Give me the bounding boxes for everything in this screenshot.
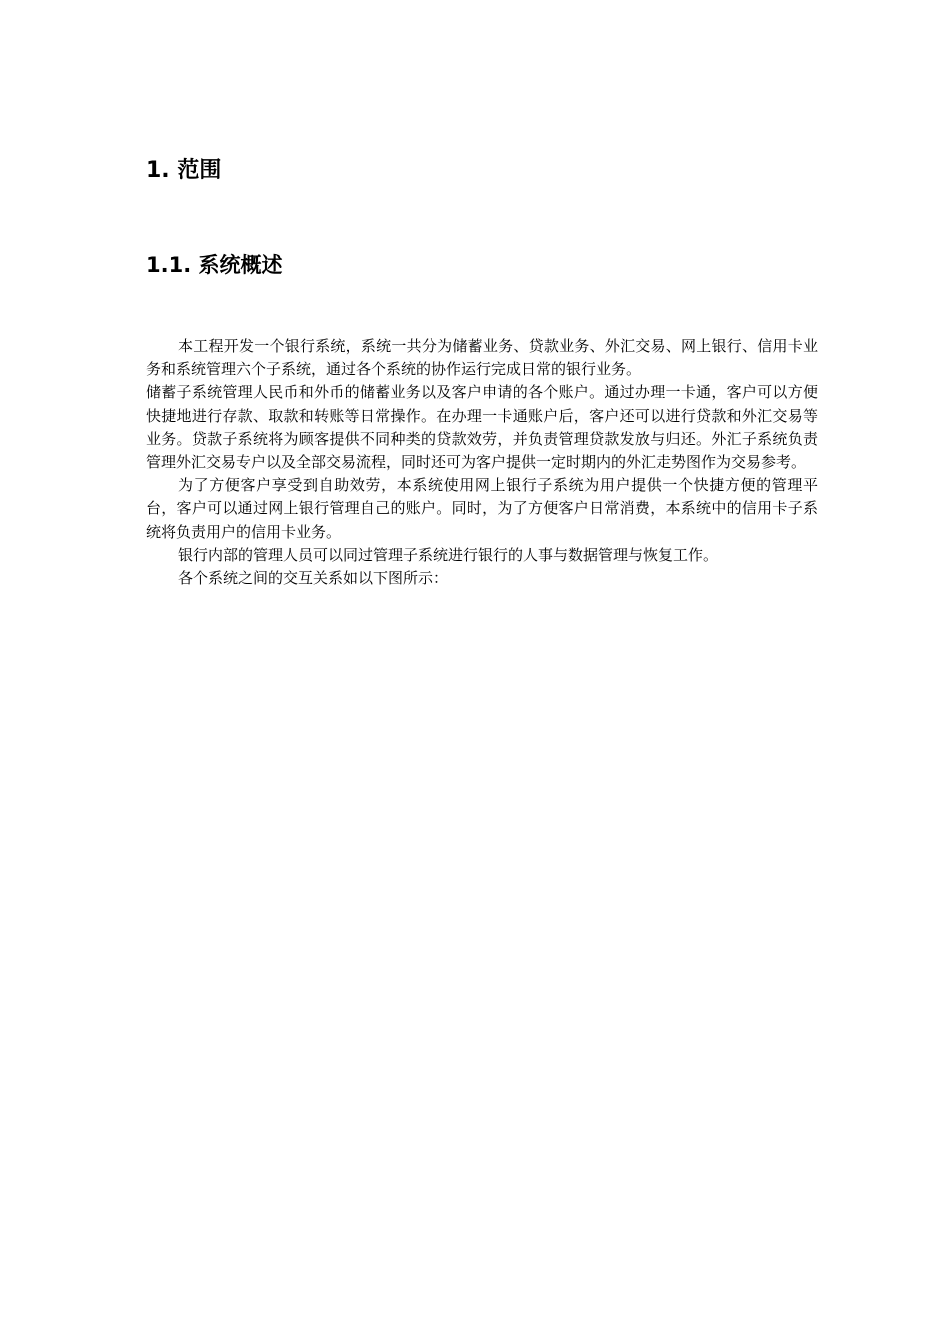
section-heading-scope: 1. 范围 bbox=[146, 158, 222, 183]
subsection-heading-system-overview: 1.1. 系统概述 bbox=[146, 253, 283, 277]
overview-body bbox=[146, 335, 818, 590]
paragraph-intro: 本工程开发一个银行系统，系统一共分为储蓄业务、贷款业务、外汇交易、网上银行、信用卡业务和系统管理六个子系统，通过各个系统的协作运行完成日常的银行业务。 bbox=[146, 337, 818, 379]
paragraph-online-banking: 为了方便客户享受到自助效劳，本系统使用网上银行子系统为用户提供一个快捷方便的管理平台，客户可以通过网上银行管理自己的账户。同时，为了方便客户日常消费，本系统中的信用卡子系统将负责用户的信用卡业务。 bbox=[146, 476, 818, 541]
paragraph-interaction: 各个系统之间的交互关系如以下图所示： bbox=[178, 569, 449, 588]
paragraph-management: 银行内部的管理人员可以同过管理子系统进行银行的人事与数据管理与恢复工作。 bbox=[178, 545, 719, 564]
paragraph-subsystems: 储蓄子系统管理人民币和外币的储蓄业务以及客户申请的各个账户。通过办理一卡通，客户可以方便快捷地进行存款、取款和转账等日常操作。在办理一卡通账户后，客户还可以进行贷款和外汇交易等业务。贷款子系统将为顾客提供不同种类的贷款效劳，并负责管理贷款发放与归还。外汇子系统负责管理外汇交易专户以及全部交易流程，同时还可为客户提供一定时期内的外汇走势图作为交易参考。 bbox=[146, 383, 818, 472]
